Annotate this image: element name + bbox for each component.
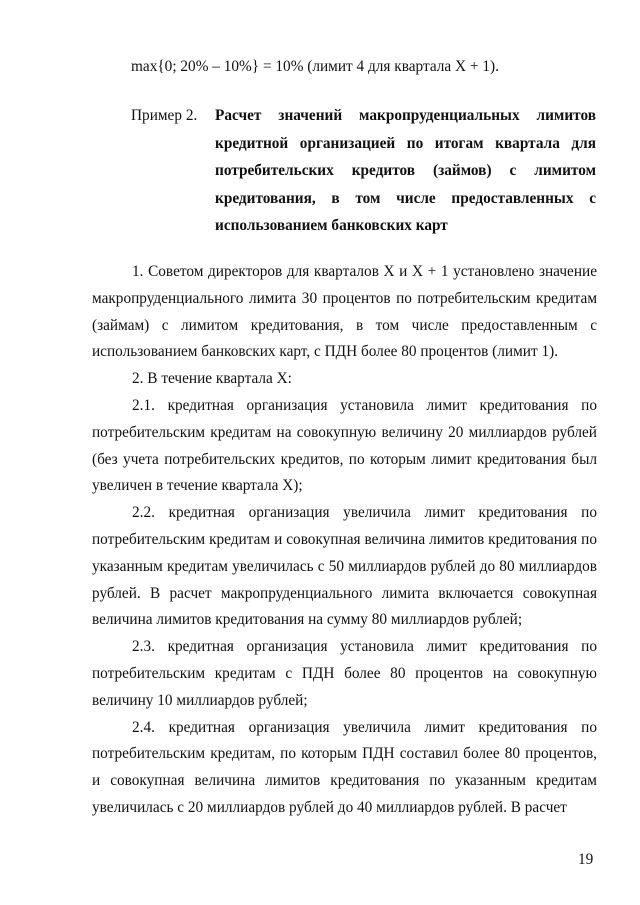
page-number: 19 [578,851,594,868]
formula-line: max{0; 20% – 10%} = 10% (лимит 4 для квартала X + 1). [131,58,499,75]
paragraph-1: 1. Советом директоров для кварталов X и X + 1 установлено значение макропруденциального лимита 30 процентов по потребительским кредитам (займам) с лимитом кредитования, в том числе предоставленным с использованием банковских карт, с ПДН более 80 процентов (лимит 1). [92,263,597,361]
paragraph-2-2: 2.2. кредитная организация увеличила лимит кредитования по потребительским кредитам и совокупная величина лимитов кредитования по указанным кредитам увеличилась с 50 миллиардов рублей до 80 миллиардов рублей. В расчет макропруденциального лимита включается совокупная величина лимитов кредитования на сумму 80 миллиардов рублей; [92,504,597,629]
paragraph-2-1: 2.1. кредитная организация установила лимит кредитования по потребительским кредитам на совокупную величину 20 миллиардов рублей (без учета потребительских кредитов, по которым лимит кредитования был увеличен в течение квартала X); [92,396,597,495]
paragraph-2: 2. В течение квартала X: [132,370,292,388]
paragraph-2-4: 2.4. кредитная организация увеличила лимит кредитования по потребительским кредитам, по которым ПДН составил более 80 процентов, и совокупная величина лимитов кредитования по указанным кредитам увеличилась с 20 миллиардов рублей до 40 миллиардов рублей. В расчет [92,718,597,816]
paragraph-2-3: 2.3. кредитная организация установила лимит кредитования по потребительским кредитам с ПДН более 80 процентов на совокупную величину 10 миллиардов рублей; [92,638,597,709]
document-body [92,259,597,822]
example-label: Пример 2. [131,107,198,124]
example-title: Расчет значений макропруденциальных лимитов кредитной организацией по итогам квартала для потребительских кредитов (займов) с лимитом кредитования, в том числе предоставленных с использованием банковских карт [215,107,596,234]
